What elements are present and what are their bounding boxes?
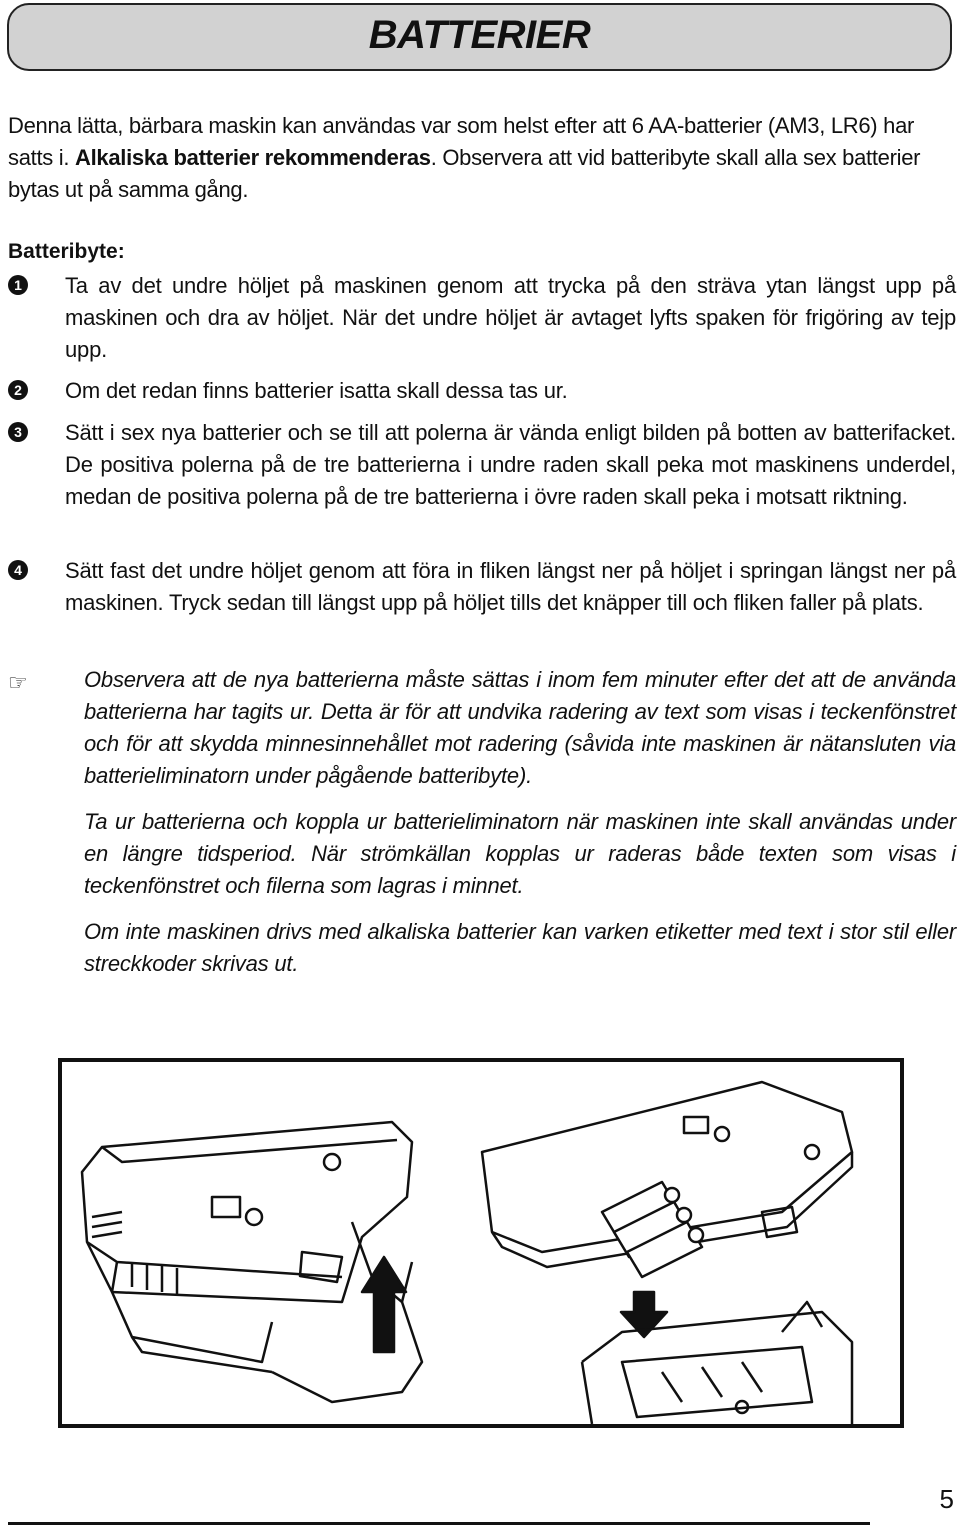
step-3 (8, 417, 956, 513)
step-1 (8, 270, 956, 366)
intro-bold-text: Alkaliska batterier rekommenderas (75, 145, 431, 170)
intro-text-2: . Observera att vid batteribyte skall alla sex batterier bytas ut på samma gång. (8, 145, 921, 202)
pointing-hand-icon: ☞ (8, 670, 28, 695)
step-text: Sätt fast det undre höljet genom att föra in fliken längst ner på höljet i springan längst ner på maskinen. Tryck sedan till längst upp på höljet tills det knäpper till och fliken faller på plats. (65, 558, 956, 615)
step-text: Sätt i sex nya batterier och se till att polerna är vända enligt bilden på botten av batterifacket. De positiva polerna på de tre batterierna i undre raden skall peka mot maskinens underdel, medan de positiva polerna på de tre batterierna i övre raden skall peka i motsatt riktning. (65, 420, 956, 509)
step-number: 1 (8, 275, 28, 295)
step-2 (8, 375, 956, 407)
step-number: 2 (8, 380, 28, 400)
step-number: 4 (8, 560, 28, 580)
battery-replacement-illustration (58, 1058, 904, 1428)
step-text: Om det redan finns batterier isatta skall dessa tas ur. (65, 378, 568, 403)
note-paragraph-2: Ta ur batterierna och koppla ur batterieliminatorn när maskinen inte skall användas under en längre tidsperiod. När strömkällan kopplas ur raderas både texten som visas i teckenfönstret och filerna som lagras i minnet. (84, 809, 956, 898)
section-heading: Batteribyte: (8, 240, 125, 263)
note-paragraph-3: Om inte maskinen drivs med alkaliska batterier kan varken etiketter med text i stor stil eller streckkoder skrivas ut. (84, 919, 956, 976)
step-text: Ta av det undre höljet på maskinen genom att trycka på den sträva ytan längst upp på maskinen och dra av höljet. När det undre höljet är avtaget lyfts spaken för frigöring av tejp upp. (65, 273, 956, 362)
machine-left-drawing (82, 1122, 422, 1402)
page-number: 5 (939, 1484, 954, 1514)
title-banner (7, 3, 952, 71)
bottom-rule (8, 1522, 870, 1525)
machine-base-drawing (582, 1302, 852, 1424)
page-title: BATTERIER (368, 13, 591, 57)
step-4 (8, 555, 956, 619)
intro-paragraph (8, 110, 953, 206)
notes-block (8, 664, 956, 994)
intro-text-1: Denna lätta, bärbara maskin kan användas var som helst efter att 6 AA-batterier (AM3, LR6) har satts i. (8, 113, 915, 170)
step-number: 3 (8, 422, 28, 442)
note-paragraph-1: Observera att de nya batterierna måste sättas i inom fem minuter efter det att de använda batterierna har tagits ur. Detta är för att undvika radering av text som visas i teckenfönstret och för att skydda minnesinnehållet mot radering (såvida inte maskinen är nätansluten via batterieliminatorn under pågående batteribyte). (84, 667, 956, 788)
